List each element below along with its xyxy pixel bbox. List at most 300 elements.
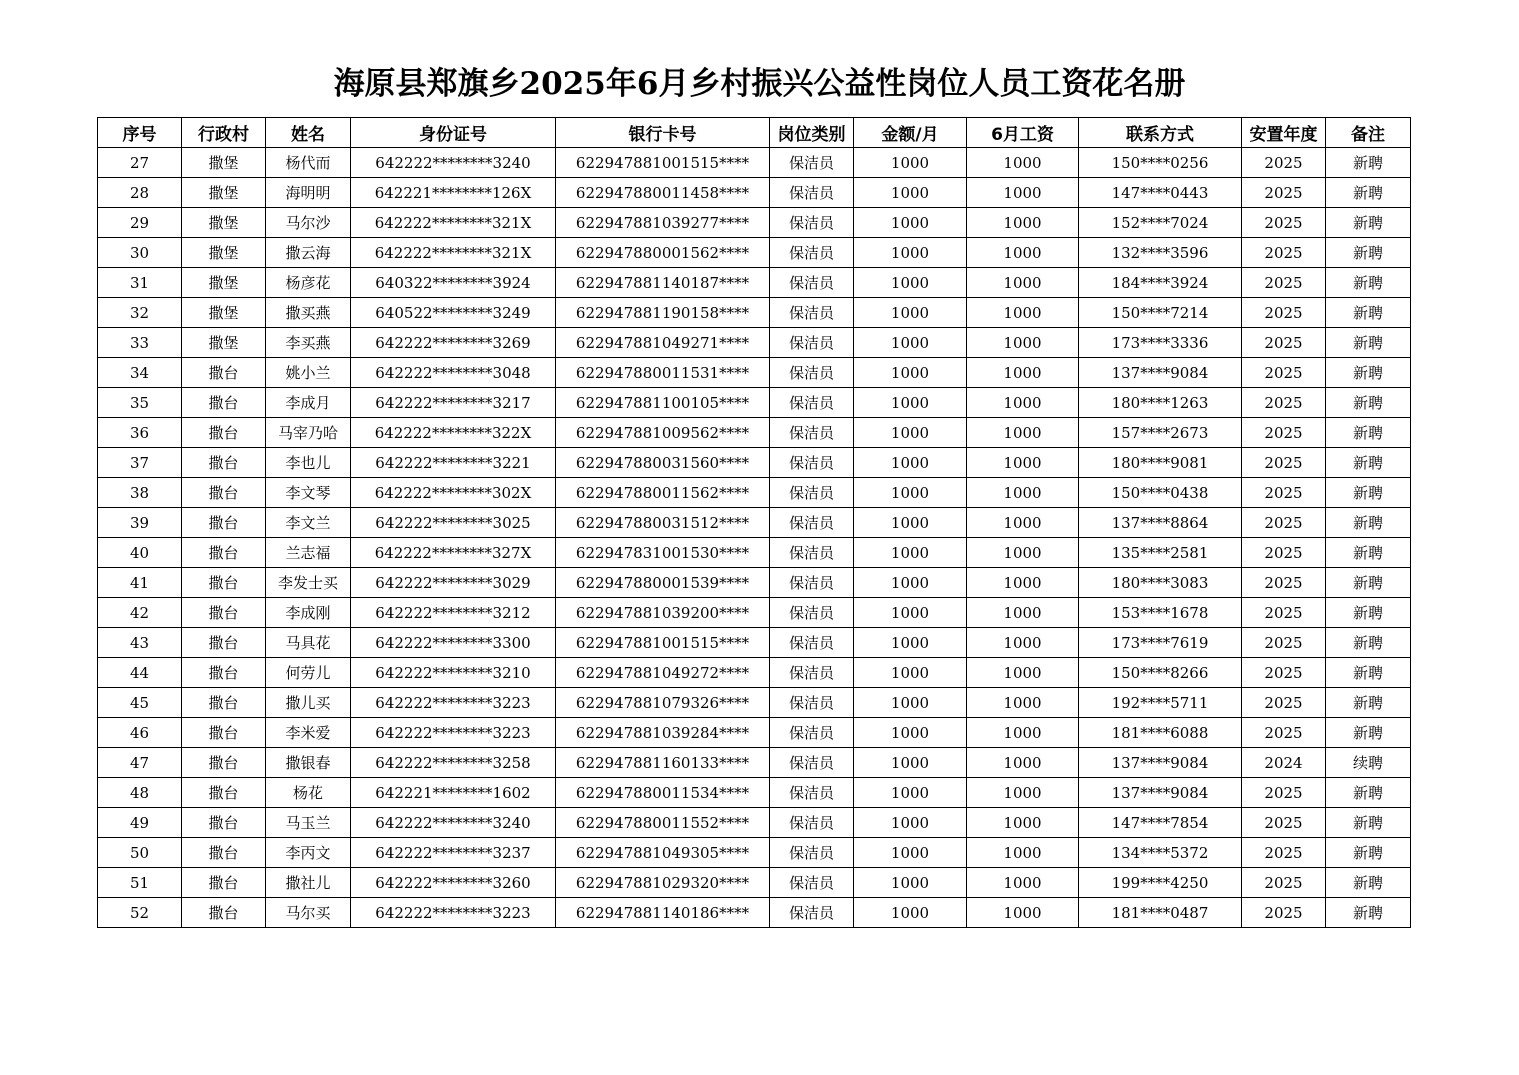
cell-col-bank-card: 622947881100105**** [556, 388, 770, 418]
cell-col-seq: 51 [98, 868, 182, 898]
cell-col-placement-year: 2025 [1242, 238, 1326, 268]
cell-col-id-number: 642222********3212 [351, 598, 556, 628]
cell-col-seq: 49 [98, 808, 182, 838]
cell-col-village: 撒台 [182, 868, 266, 898]
cell-col-contact: 147****0443 [1079, 178, 1242, 208]
table-row [98, 358, 1411, 388]
cell-col-bank-card: 622947881140186**** [556, 898, 770, 928]
table-row [98, 748, 1411, 778]
cell-col-id-number: 642221********126X [351, 178, 556, 208]
cell-col-bank-card: 622947880031560**** [556, 448, 770, 478]
cell-col-position: 保洁员 [770, 478, 854, 508]
cell-col-village: 撒台 [182, 748, 266, 778]
cell-col-contact: 181****6088 [1079, 718, 1242, 748]
cell-col-placement-year: 2025 [1242, 478, 1326, 508]
cell-col-contact: 150****0438 [1079, 478, 1242, 508]
cell-col-bank-card: 622947881079326**** [556, 688, 770, 718]
table-row [98, 268, 1411, 298]
cell-col-id-number: 642222********3048 [351, 358, 556, 388]
table-row [98, 628, 1411, 658]
cell-col-id-number: 642222********3237 [351, 838, 556, 868]
cell-col-name: 马宰乃哈 [266, 418, 351, 448]
cell-col-monthly-amount: 1000 [854, 688, 967, 718]
cell-col-position: 保洁员 [770, 628, 854, 658]
cell-col-june-salary: 1000 [967, 688, 1079, 718]
cell-col-village: 撒台 [182, 358, 266, 388]
cell-col-june-salary: 1000 [967, 448, 1079, 478]
cell-col-remarks: 新聘 [1326, 208, 1411, 238]
cell-col-placement-year: 2025 [1242, 718, 1326, 748]
cell-col-june-salary: 1000 [967, 328, 1079, 358]
cell-col-placement-year: 2025 [1242, 538, 1326, 568]
cell-col-bank-card: 622947881039200**** [556, 598, 770, 628]
table-row [98, 388, 1411, 418]
cell-col-name: 李成刚 [266, 598, 351, 628]
cell-col-monthly-amount: 1000 [854, 838, 967, 868]
table-row [98, 568, 1411, 598]
cell-col-placement-year: 2025 [1242, 388, 1326, 418]
cell-col-village: 撒台 [182, 688, 266, 718]
table-row [98, 688, 1411, 718]
cell-col-position: 保洁员 [770, 508, 854, 538]
table-row [98, 808, 1411, 838]
table-row [98, 718, 1411, 748]
cell-col-monthly-amount: 1000 [854, 658, 967, 688]
cell-col-remarks: 新聘 [1326, 418, 1411, 448]
cell-col-village: 撒台 [182, 898, 266, 928]
cell-col-seq: 35 [98, 388, 182, 418]
cell-col-bank-card: 622947881039284**** [556, 718, 770, 748]
cell-col-position: 保洁员 [770, 568, 854, 598]
cell-col-contact: 137****8864 [1079, 508, 1242, 538]
cell-col-bank-card: 622947881039277**** [556, 208, 770, 238]
cell-col-monthly-amount: 1000 [854, 778, 967, 808]
cell-col-bank-card: 622947880031512**** [556, 508, 770, 538]
cell-col-name: 撒云海 [266, 238, 351, 268]
cell-col-monthly-amount: 1000 [854, 478, 967, 508]
table-row [98, 418, 1411, 448]
cell-col-placement-year: 2025 [1242, 868, 1326, 898]
cell-col-bank-card: 622947881190158**** [556, 298, 770, 328]
cell-col-village: 撒台 [182, 808, 266, 838]
cell-col-monthly-amount: 1000 [854, 898, 967, 928]
cell-col-contact: 184****3924 [1079, 268, 1242, 298]
cell-col-name: 李丙文 [266, 838, 351, 868]
cell-col-contact: 173****3336 [1079, 328, 1242, 358]
cell-col-id-number: 642222********3240 [351, 148, 556, 178]
cell-col-june-salary: 1000 [967, 238, 1079, 268]
cell-col-seq: 41 [98, 568, 182, 598]
cell-col-name: 马尔沙 [266, 208, 351, 238]
cell-col-placement-year: 2025 [1242, 298, 1326, 328]
cell-col-village: 撒堡 [182, 328, 266, 358]
cell-col-june-salary: 1000 [967, 568, 1079, 598]
cell-col-id-number: 642222********3223 [351, 688, 556, 718]
cell-col-position: 保洁员 [770, 418, 854, 448]
cell-col-placement-year: 2025 [1242, 268, 1326, 298]
page-title: 海原县郑旗乡2025年6月乡村振兴公益性岗位人员工资花名册 [333, 66, 1186, 102]
cell-col-position: 保洁员 [770, 748, 854, 778]
cell-col-id-number: 642222********3223 [351, 898, 556, 928]
header-col-id-number: 身份证号 [351, 118, 556, 148]
cell-col-bank-card: 622947880001562**** [556, 238, 770, 268]
header-col-village: 行政村 [182, 118, 266, 148]
cell-col-june-salary: 1000 [967, 628, 1079, 658]
cell-col-village: 撒台 [182, 478, 266, 508]
cell-col-bank-card: 622947880011531**** [556, 358, 770, 388]
cell-col-id-number: 642222********327X [351, 538, 556, 568]
table-row [98, 478, 1411, 508]
cell-col-monthly-amount: 1000 [854, 388, 967, 418]
cell-col-id-number: 642222********3300 [351, 628, 556, 658]
cell-col-contact: 173****7619 [1079, 628, 1242, 658]
cell-col-placement-year: 2025 [1242, 448, 1326, 478]
cell-col-village: 撒台 [182, 838, 266, 868]
cell-col-june-salary: 1000 [967, 748, 1079, 778]
cell-col-village: 撒台 [182, 628, 266, 658]
cell-col-name: 杨彦花 [266, 268, 351, 298]
cell-col-seq: 48 [98, 778, 182, 808]
cell-col-seq: 38 [98, 478, 182, 508]
cell-col-name: 撒儿买 [266, 688, 351, 718]
cell-col-position: 保洁员 [770, 388, 854, 418]
cell-col-position: 保洁员 [770, 778, 854, 808]
cell-col-monthly-amount: 1000 [854, 418, 967, 448]
cell-col-id-number: 642222********3221 [351, 448, 556, 478]
cell-col-remarks: 新聘 [1326, 478, 1411, 508]
header-col-remarks: 备注 [1326, 118, 1411, 148]
cell-col-placement-year: 2025 [1242, 778, 1326, 808]
cell-col-bank-card: 622947880011458**** [556, 178, 770, 208]
table-row [98, 508, 1411, 538]
header-row [98, 118, 1411, 148]
cell-col-remarks: 新聘 [1326, 838, 1411, 868]
cell-col-name: 杨花 [266, 778, 351, 808]
cell-col-seq: 27 [98, 148, 182, 178]
cell-col-seq: 42 [98, 598, 182, 628]
cell-col-name: 兰志福 [266, 538, 351, 568]
cell-col-monthly-amount: 1000 [854, 808, 967, 838]
cell-col-placement-year: 2025 [1242, 898, 1326, 928]
cell-col-id-number: 642222********3269 [351, 328, 556, 358]
cell-col-remarks: 新聘 [1326, 598, 1411, 628]
cell-col-contact: 181****0487 [1079, 898, 1242, 928]
cell-col-june-salary: 1000 [967, 148, 1079, 178]
cell-col-placement-year: 2025 [1242, 178, 1326, 208]
cell-col-bank-card: 622947881049272**** [556, 658, 770, 688]
cell-col-village: 撒台 [182, 658, 266, 688]
table-row [98, 238, 1411, 268]
header-col-placement-year: 安置年度 [1242, 118, 1326, 148]
cell-col-seq: 33 [98, 328, 182, 358]
cell-col-bank-card: 622947880001539**** [556, 568, 770, 598]
cell-col-contact: 192****5711 [1079, 688, 1242, 718]
cell-col-monthly-amount: 1000 [854, 208, 967, 238]
cell-col-name: 李发士买 [266, 568, 351, 598]
cell-col-monthly-amount: 1000 [854, 868, 967, 898]
cell-col-contact: 199****4250 [1079, 868, 1242, 898]
cell-col-bank-card: 622947881049271**** [556, 328, 770, 358]
cell-col-id-number: 642222********3217 [351, 388, 556, 418]
cell-col-position: 保洁员 [770, 838, 854, 868]
cell-col-placement-year: 2025 [1242, 148, 1326, 178]
cell-col-seq: 34 [98, 358, 182, 388]
cell-col-placement-year: 2024 [1242, 748, 1326, 778]
cell-col-id-number: 642222********3223 [351, 718, 556, 748]
cell-col-june-salary: 1000 [967, 658, 1079, 688]
cell-col-monthly-amount: 1000 [854, 298, 967, 328]
cell-col-village: 撒堡 [182, 298, 266, 328]
cell-col-name: 李也儿 [266, 448, 351, 478]
cell-col-bank-card: 622947881009562**** [556, 418, 770, 448]
cell-col-id-number: 642222********3240 [351, 808, 556, 838]
cell-col-seq: 52 [98, 898, 182, 928]
cell-col-contact: 150****7214 [1079, 298, 1242, 328]
table-header [98, 118, 1411, 148]
cell-col-village: 撒台 [182, 538, 266, 568]
cell-col-contact: 135****2581 [1079, 538, 1242, 568]
cell-col-position: 保洁员 [770, 328, 854, 358]
header-col-contact: 联系方式 [1079, 118, 1242, 148]
cell-col-name: 李成月 [266, 388, 351, 418]
cell-col-monthly-amount: 1000 [854, 628, 967, 658]
cell-col-id-number: 642222********3025 [351, 508, 556, 538]
cell-col-bank-card: 622947881140187**** [556, 268, 770, 298]
cell-col-id-number: 642222********3260 [351, 868, 556, 898]
cell-col-position: 保洁员 [770, 268, 854, 298]
cell-col-monthly-amount: 1000 [854, 718, 967, 748]
cell-col-june-salary: 1000 [967, 508, 1079, 538]
cell-col-remarks: 新聘 [1326, 658, 1411, 688]
cell-col-june-salary: 1000 [967, 538, 1079, 568]
cell-col-remarks: 新聘 [1326, 868, 1411, 898]
cell-col-seq: 39 [98, 508, 182, 538]
cell-col-placement-year: 2025 [1242, 568, 1326, 598]
cell-col-june-salary: 1000 [967, 778, 1079, 808]
cell-col-bank-card: 622947880011552**** [556, 808, 770, 838]
cell-col-seq: 44 [98, 658, 182, 688]
cell-col-seq: 28 [98, 178, 182, 208]
cell-col-monthly-amount: 1000 [854, 538, 967, 568]
table-row [98, 298, 1411, 328]
cell-col-name: 撒社儿 [266, 868, 351, 898]
table-row [98, 658, 1411, 688]
cell-col-position: 保洁员 [770, 868, 854, 898]
cell-col-name: 何劳儿 [266, 658, 351, 688]
cell-col-name: 马尔买 [266, 898, 351, 928]
cell-col-village: 撒台 [182, 778, 266, 808]
cell-col-remarks: 新聘 [1326, 718, 1411, 748]
cell-col-seq: 31 [98, 268, 182, 298]
cell-col-contact: 180****3083 [1079, 568, 1242, 598]
cell-col-monthly-amount: 1000 [854, 748, 967, 778]
header-col-bank-card: 银行卡号 [556, 118, 770, 148]
header-col-name: 姓名 [266, 118, 351, 148]
cell-col-june-salary: 1000 [967, 358, 1079, 388]
cell-col-seq: 37 [98, 448, 182, 478]
cell-col-placement-year: 2025 [1242, 418, 1326, 448]
cell-col-bank-card: 622947881001515**** [556, 628, 770, 658]
cell-col-id-number: 640522********3249 [351, 298, 556, 328]
cell-col-seq: 47 [98, 748, 182, 778]
cell-col-june-salary: 1000 [967, 718, 1079, 748]
cell-col-remarks: 新聘 [1326, 898, 1411, 928]
cell-col-id-number: 642222********322X [351, 418, 556, 448]
cell-col-contact: 147****7854 [1079, 808, 1242, 838]
cell-col-contact: 150****0256 [1079, 148, 1242, 178]
cell-col-contact: 152****7024 [1079, 208, 1242, 238]
table-row [98, 898, 1411, 928]
cell-col-position: 保洁员 [770, 718, 854, 748]
header-col-seq: 序号 [98, 118, 182, 148]
cell-col-contact: 150****8266 [1079, 658, 1242, 688]
cell-col-monthly-amount: 1000 [854, 148, 967, 178]
cell-col-name: 撒银春 [266, 748, 351, 778]
cell-col-position: 保洁员 [770, 898, 854, 928]
cell-col-name: 姚小兰 [266, 358, 351, 388]
cell-col-monthly-amount: 1000 [854, 178, 967, 208]
cell-col-seq: 43 [98, 628, 182, 658]
cell-col-position: 保洁员 [770, 448, 854, 478]
cell-col-placement-year: 2025 [1242, 688, 1326, 718]
cell-col-contact: 137****9084 [1079, 748, 1242, 778]
cell-col-bank-card: 622947881001515**** [556, 148, 770, 178]
cell-col-bank-card: 622947831001530**** [556, 538, 770, 568]
cell-col-monthly-amount: 1000 [854, 598, 967, 628]
table-row [98, 598, 1411, 628]
cell-col-id-number: 642222********302X [351, 478, 556, 508]
cell-col-village: 撒台 [182, 508, 266, 538]
cell-col-june-salary: 1000 [967, 898, 1079, 928]
header-col-june-salary: 6月工资 [967, 118, 1079, 148]
cell-col-placement-year: 2025 [1242, 838, 1326, 868]
cell-col-remarks: 新聘 [1326, 778, 1411, 808]
cell-col-position: 保洁员 [770, 808, 854, 838]
cell-col-monthly-amount: 1000 [854, 508, 967, 538]
cell-col-village: 撒堡 [182, 178, 266, 208]
cell-col-contact: 180****9081 [1079, 448, 1242, 478]
cell-col-remarks: 新聘 [1326, 298, 1411, 328]
cell-col-june-salary: 1000 [967, 598, 1079, 628]
cell-col-id-number: 642222********3029 [351, 568, 556, 598]
cell-col-position: 保洁员 [770, 208, 854, 238]
cell-col-contact: 180****1263 [1079, 388, 1242, 418]
cell-col-remarks: 新聘 [1326, 268, 1411, 298]
cell-col-position: 保洁员 [770, 148, 854, 178]
cell-col-monthly-amount: 1000 [854, 238, 967, 268]
cell-col-june-salary: 1000 [967, 208, 1079, 238]
cell-col-name: 撒买燕 [266, 298, 351, 328]
cell-col-remarks: 新聘 [1326, 808, 1411, 838]
cell-col-bank-card: 622947880011534**** [556, 778, 770, 808]
cell-col-contact: 157****2673 [1079, 418, 1242, 448]
header-col-monthly-amount: 金额/月 [854, 118, 967, 148]
cell-col-village: 撒台 [182, 718, 266, 748]
cell-col-village: 撒台 [182, 418, 266, 448]
cell-col-june-salary: 1000 [967, 838, 1079, 868]
cell-col-bank-card: 622947881160133**** [556, 748, 770, 778]
cell-col-seq: 32 [98, 298, 182, 328]
cell-col-position: 保洁员 [770, 178, 854, 208]
cell-col-id-number: 642222********3258 [351, 748, 556, 778]
cell-col-monthly-amount: 1000 [854, 328, 967, 358]
cell-col-remarks: 新聘 [1326, 568, 1411, 598]
table-row [98, 868, 1411, 898]
cell-col-remarks: 新聘 [1326, 148, 1411, 178]
cell-col-contact: 137****9084 [1079, 358, 1242, 388]
table-row [98, 148, 1411, 178]
cell-col-june-salary: 1000 [967, 388, 1079, 418]
cell-col-seq: 30 [98, 238, 182, 268]
cell-col-june-salary: 1000 [967, 868, 1079, 898]
cell-col-name: 杨代而 [266, 148, 351, 178]
table-row [98, 448, 1411, 478]
cell-col-position: 保洁员 [770, 658, 854, 688]
cell-col-placement-year: 2025 [1242, 508, 1326, 538]
cell-col-placement-year: 2025 [1242, 358, 1326, 388]
cell-col-placement-year: 2025 [1242, 328, 1326, 358]
cell-col-bank-card: 622947880011562**** [556, 478, 770, 508]
cell-col-remarks: 新聘 [1326, 388, 1411, 418]
cell-col-june-salary: 1000 [967, 298, 1079, 328]
cell-col-position: 保洁员 [770, 538, 854, 568]
cell-col-id-number: 642222********3210 [351, 658, 556, 688]
cell-col-placement-year: 2025 [1242, 808, 1326, 838]
cell-col-remarks: 新聘 [1326, 448, 1411, 478]
cell-col-remarks: 新聘 [1326, 508, 1411, 538]
cell-col-village: 撒台 [182, 568, 266, 598]
cell-col-remarks: 新聘 [1326, 328, 1411, 358]
cell-col-contact: 153****1678 [1079, 598, 1242, 628]
cell-col-seq: 50 [98, 838, 182, 868]
cell-col-name: 李文兰 [266, 508, 351, 538]
cell-col-remarks: 新聘 [1326, 538, 1411, 568]
cell-col-name: 海明明 [266, 178, 351, 208]
cell-col-seq: 46 [98, 718, 182, 748]
cell-col-position: 保洁员 [770, 598, 854, 628]
cell-col-village: 撒堡 [182, 268, 266, 298]
cell-col-placement-year: 2025 [1242, 658, 1326, 688]
cell-col-remarks: 新聘 [1326, 238, 1411, 268]
header-col-position: 岗位类别 [770, 118, 854, 148]
cell-col-village: 撒堡 [182, 238, 266, 268]
cell-col-seq: 40 [98, 538, 182, 568]
cell-col-remarks: 新聘 [1326, 688, 1411, 718]
cell-col-june-salary: 1000 [967, 808, 1079, 838]
cell-col-village: 撒台 [182, 598, 266, 628]
cell-col-monthly-amount: 1000 [854, 268, 967, 298]
cell-col-seq: 36 [98, 418, 182, 448]
cell-col-placement-year: 2025 [1242, 208, 1326, 238]
cell-col-village: 撒堡 [182, 208, 266, 238]
cell-col-june-salary: 1000 [967, 178, 1079, 208]
cell-col-id-number: 642221********1602 [351, 778, 556, 808]
cell-col-name: 李买燕 [266, 328, 351, 358]
table-row [98, 178, 1411, 208]
cell-col-name: 马玉兰 [266, 808, 351, 838]
cell-col-name: 马具花 [266, 628, 351, 658]
cell-col-remarks: 新聘 [1326, 178, 1411, 208]
table-body [98, 148, 1411, 928]
cell-col-monthly-amount: 1000 [854, 358, 967, 388]
cell-col-placement-year: 2025 [1242, 628, 1326, 658]
cell-col-name: 李米爱 [266, 718, 351, 748]
cell-col-seq: 45 [98, 688, 182, 718]
cell-col-seq: 29 [98, 208, 182, 238]
cell-col-remarks: 新聘 [1326, 628, 1411, 658]
cell-col-village: 撒堡 [182, 148, 266, 178]
cell-col-placement-year: 2025 [1242, 598, 1326, 628]
